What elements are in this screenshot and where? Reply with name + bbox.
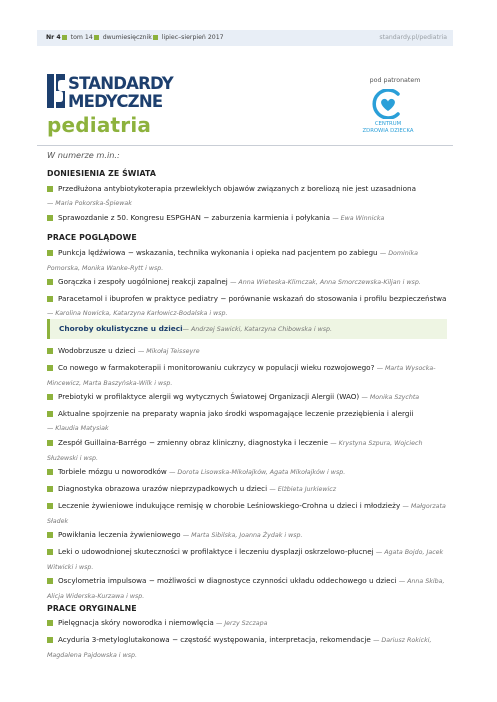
patron-org-line1: CENTRUM (374, 121, 402, 127)
issue-date: lipiec–sierpień 2017 (161, 34, 224, 41)
article-authors: — Marta Sibilska, Joanna Żydak i wsp. (182, 532, 303, 539)
featured-article-text (59, 324, 332, 333)
patronage-label: pod patronatem (369, 77, 421, 84)
article-authors: — Krystyna Szpura, Wojciech Służewski i wsp. (47, 440, 423, 462)
square-bullet-icon (47, 532, 53, 538)
article-title: Powikłania leczenia żywieniowego (58, 530, 181, 539)
article-title: Punkcja lędźwiowa − wskazania, technika wykonania i opieka nad pacjentem po zabiegu (58, 248, 378, 257)
article-authors: — Agata Bojdo, Jacek Witwicki i wsp. (47, 549, 444, 571)
article-item[interactable] (47, 482, 447, 497)
square-bullet-icon (47, 250, 53, 256)
article-authors: — Karolina Nowicka, Katarzyna Karłowicz-Bodalska i wsp. (47, 310, 228, 317)
article-authors: — Elżbieta Jurkiewicz (269, 486, 337, 493)
featured-article-title: Choroby okulistyczne u dzieci (59, 324, 183, 333)
article-item[interactable] (47, 361, 447, 391)
article-item[interactable] (47, 616, 447, 631)
square-bullet-icon (47, 279, 53, 285)
logo-mark-icon (47, 74, 65, 108)
article-authors: — Anna Skiba, Alicja Widerska-Kurzawa i wsp. (47, 578, 445, 600)
article-title: Pielęgnacja skóry noworodka i niemowlęcia (58, 618, 214, 627)
logo-line-standardy: STANDARDY (68, 74, 173, 93)
article-item[interactable] (47, 211, 447, 226)
article-item[interactable] (47, 275, 447, 290)
article-item[interactable] (47, 528, 447, 543)
standardy-medyczne-logo (47, 74, 207, 114)
patron-org-line2: ZDROWIA DZIECKA (362, 128, 414, 135)
section-heading-original-articles: PRACE ORYGINALNE (47, 604, 137, 613)
volume: tom 14 (70, 34, 93, 41)
square-bullet-icon (47, 411, 53, 417)
article-title: Gorączka i zespoły uogólnionej reakcji zapalnej (58, 277, 228, 286)
square-bullet-icon (47, 215, 53, 221)
square-bullet-icon (47, 486, 53, 492)
square-bullet-icon (47, 186, 53, 192)
featured-article[interactable] (47, 319, 447, 339)
article-title: Prebiotyki w profilaktyce alergii wg wytycznych Światowej Organizacji Alergii (WAO) (58, 392, 360, 401)
article-item[interactable] (47, 499, 447, 529)
article-authors: — Jerzy Szczapa (216, 620, 268, 627)
article-title: Co nowego w farmakoterapii i monitorowaniu cukrzycy w populacji wieku rozwojowego? (58, 363, 375, 372)
article-title: Przedłużona antybiotykoterapia przewlekłych objawów związanych z boreliozą nie jest uzasadniona (58, 184, 417, 193)
article-title: Acyduria 3-metyloglutakonowa − częstość występowania, interpretacja, rekomendacje (58, 635, 371, 644)
article-item[interactable] (47, 574, 447, 604)
square-bullet-icon (47, 620, 53, 626)
article-title: Wodobrzusze u dzieci (58, 346, 136, 355)
issue-info-bar (37, 30, 453, 46)
article-authors: — Mikołaj Teisseyre (137, 348, 200, 355)
article-title: Leki o udowodnionej skuteczności w profilaktyce i leczeniu dysplazji oskrzelowo-płucnej (58, 547, 374, 556)
square-bullet-icon (94, 35, 99, 40)
article-item[interactable] (47, 182, 447, 211)
article-title: Oscylometria impulsowa − możliwości w diagnostyce czynności układu oddechowego u dzieci (58, 576, 397, 585)
frequency: dwumiesięcznik (102, 34, 152, 41)
divider (37, 145, 453, 146)
featured-article-authors: — Andrzej Sawicki, Katarzyna Chibowska i wsp. (182, 326, 333, 333)
article-authors: — Marta Wysocka-Mincewicz, Marta Baszyńska-Wilk i wsp. (47, 365, 436, 387)
article-title: Aktualne spojrzenie na preparaty wapnia jako środki wspomagające leczenie przeziębienia i alergii (58, 409, 414, 418)
logo-line-medyczne: MEDYCZNE (68, 92, 163, 111)
article-item[interactable] (47, 344, 447, 359)
square-bullet-icon (47, 394, 53, 400)
article-item[interactable] (47, 292, 447, 321)
article-item[interactable] (47, 407, 447, 436)
square-bullet-icon (47, 365, 53, 371)
article-authors: — Maria Pokorska-Śpiewak (47, 200, 132, 207)
article-authors: — Małgorzata Sładek (47, 503, 446, 525)
article-authors: — Klaudia Matysiak (47, 425, 109, 432)
square-bullet-icon (47, 578, 53, 584)
article-item[interactable] (47, 633, 447, 663)
square-bullet-icon (153, 35, 158, 40)
publication-subtitle: pediatria (47, 113, 152, 137)
contents-heading: W numerze m.in.: (47, 150, 120, 160)
article-title: Leczenie żywieniowe indukujące remisję w chorobie Leśniowskiego-Crohna u dzieci i młodzieży (58, 501, 401, 510)
article-title: Zespół Guillaina-Barrégo − zmienny obraz kliniczny, diagnostyka i leczenie (58, 438, 328, 447)
square-bullet-icon (47, 637, 53, 643)
patron-organization (345, 121, 431, 135)
square-bullet-icon (47, 469, 53, 475)
heart-logo-icon (368, 89, 408, 119)
section-heading-world-reports: DONIESIENIA ZE ŚWIATA (47, 169, 156, 178)
article-title: Paracetamol i ibuprofen w praktyce pediatry − porównanie wskazań do stosowania i profilu bezpieczeństwa (58, 294, 447, 303)
article-authors: — Dorota Lisowska-Mikołajków, Agata Mikołajków i wsp. (169, 469, 346, 476)
square-bullet-icon (62, 35, 67, 40)
article-title: Sprawozdanie z 50. Kongresu ESPGHAN − zaburzenia karmienia i połykania (58, 213, 331, 222)
article-item[interactable] (47, 436, 447, 466)
website-link[interactable]: standardy.pl/pediatria (379, 34, 447, 41)
article-authors: — Dariusz Rokicki, Magdalena Pajdowska i wsp. (47, 637, 432, 659)
article-item[interactable] (47, 390, 447, 405)
issue-details (46, 34, 224, 41)
article-authors: — Anna Wieteska-Klimczak, Anna Smorczewska-Kiljan i wsp. (230, 279, 421, 286)
article-item[interactable] (47, 246, 447, 276)
issue-number: Nr 4 (46, 34, 61, 41)
article-authors: — Ewa Winnicka (332, 215, 385, 222)
square-bullet-icon (47, 296, 53, 302)
section-heading-review-articles: PRACE POGLĄDOWE (47, 233, 137, 242)
article-title: Torbiele mózgu u noworodków (58, 467, 167, 476)
square-bullet-icon (47, 503, 53, 509)
article-authors: — Dominika Pomorska, Monika Wanke-Rytt i wsp. (47, 250, 419, 272)
article-authors: — Monika Szychta (361, 394, 420, 401)
square-bullet-icon (47, 348, 53, 354)
article-item[interactable] (47, 545, 447, 575)
square-bullet-icon (47, 440, 53, 446)
article-title: Diagnostyka obrazowa urazów nieprzypadkowych u dzieci (58, 484, 268, 493)
article-item[interactable] (47, 465, 447, 480)
square-bullet-icon (47, 549, 53, 555)
